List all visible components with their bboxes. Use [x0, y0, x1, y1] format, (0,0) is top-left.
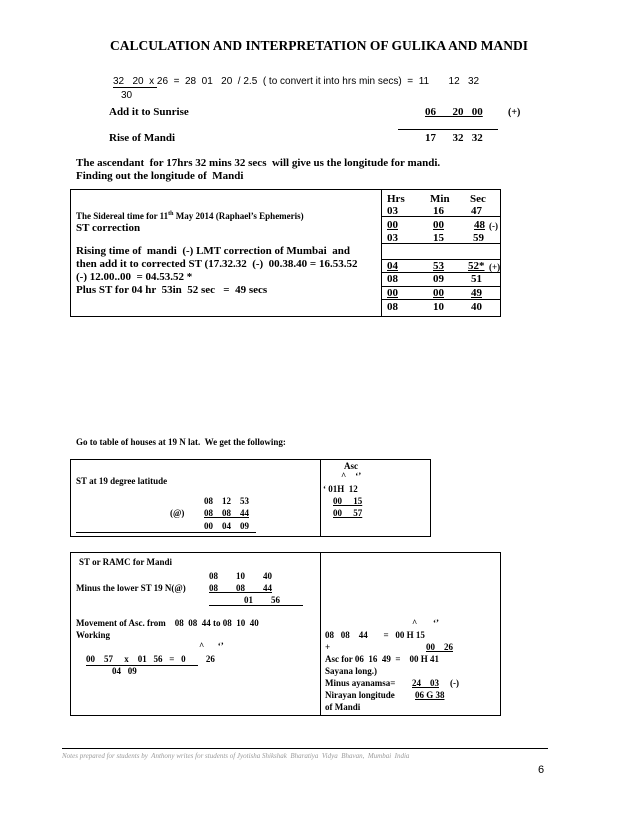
rising-line-1: Rising time of mandi (-) LMT correction of Mumbai and — [76, 245, 350, 257]
asc-symbols: ^ ‘’ — [341, 471, 362, 481]
row-4-note: (+) — [489, 262, 501, 272]
row-2-note: (-) — [489, 221, 498, 231]
ramc-minus-value: 08 08 44 — [209, 583, 272, 593]
row-7-h: 08 — [387, 301, 398, 313]
intro-line-2: Finding out the longitude of Mandi — [76, 170, 244, 182]
col-header-sec: Sec — [470, 193, 486, 205]
row-4-m: 53 — [433, 260, 444, 272]
working-calc-underline — [86, 665, 198, 666]
page-number: 6 — [538, 764, 545, 776]
working-label: Working — [76, 630, 111, 640]
ramc-row-1: 08 10 40 — [209, 571, 272, 581]
row-2-h: 00 — [387, 219, 398, 231]
row-4-h: 04 — [387, 260, 398, 272]
row-2-m: 00 — [433, 219, 444, 231]
nirayan-label: Nirayan longitude — [325, 690, 395, 700]
row-6-h: 00 — [387, 287, 398, 299]
ramc-title: ST or RAMC for Mandi — [79, 557, 173, 567]
rising-line-3: (-) 12.00..00 = 04.53.52 * — [76, 271, 193, 283]
row-6-s: 49 — [471, 287, 482, 299]
sayana-line-2: Sayana long.) — [325, 666, 378, 676]
nirayan-of: of Mandi — [325, 702, 361, 712]
sidereal-time-label: The Sidereal time for 11th May 2014 (Raphael’s Ephemeris) — [76, 211, 304, 221]
asc-move-line-2: 00 26 — [426, 642, 453, 652]
sayana-line-1: Asc for 06 16 49 = 00 H 41 — [325, 654, 439, 664]
row-4-s: 52* — [468, 260, 485, 272]
st-19-row-2: 08 08 44 — [204, 508, 249, 518]
asc-move-symbols: ^ ‘’ — [412, 618, 439, 628]
working-calc: 00 57 x 01 56 = 0 26 — [86, 654, 215, 664]
row-5-m: 09 — [433, 273, 444, 285]
st-correction-label: ST correction — [76, 222, 141, 234]
intro-line-1: The ascendant for 17hrs 32 mins 32 secs will give us the longitude for mandi. — [76, 157, 441, 169]
row-7-m: 10 — [433, 301, 444, 313]
row-1-s: 47 — [471, 205, 482, 217]
ayanamsa-label: Minus ayanamsa= — [325, 678, 396, 688]
rise-mandi-overline — [398, 129, 498, 130]
asc-header: Asc — [344, 461, 358, 471]
add-sunrise-value: 06 20 00 — [425, 106, 483, 118]
calc-line-1b: 30 — [121, 90, 133, 101]
calc-line-1: 32 20 x 26 = 28 01 20 / 2.5 ( to convert it into hrs min secs) = 11 12 32 — [113, 76, 480, 87]
row-7-s: 40 — [471, 301, 482, 313]
footer-note: Notes prepared for students by Anthony writes for students of Jyotisha Shikshak Bharatiya Vidya Bhavan, Mumbai India — [62, 752, 410, 760]
rise-mandi-label: Rise of Mandi — [109, 132, 175, 144]
working-calc-2: 04 09 — [112, 666, 137, 676]
houses-note: Go to table of houses at 19 N lat. We get the following: — [76, 437, 286, 447]
ayanamsa-sign: (-) — [450, 678, 459, 688]
row-3-h: 03 — [387, 232, 398, 244]
ramc-diff: 01 56 — [244, 595, 280, 605]
row-2-s: 48 — [474, 219, 485, 231]
col-header-hrs: Hrs — [387, 193, 405, 205]
st-19-row-3: 00 04 09 — [204, 521, 249, 531]
asc-value-2: 00 15 — [333, 496, 363, 506]
working-symbols: ^ ‘’ — [199, 641, 224, 651]
movement-line: Movement of Asc. from 08 08 44 to 08 10 40 — [76, 618, 259, 628]
st-19-label: ST at 19 degree latitude — [76, 476, 168, 486]
houses-table — [70, 459, 431, 537]
st-19-row-2-prefix: (@) — [170, 508, 185, 518]
asc-move-line-1: 08 08 44 = 00 H 15 — [325, 630, 425, 640]
row-3-s: 59 — [473, 232, 484, 244]
ayanamsa-value: 24 03 — [412, 678, 439, 688]
sidereal-table-divider — [381, 189, 382, 316]
ramc-minus-label: Minus the lower ST 19 N(@) — [76, 583, 186, 593]
st-19-underline — [76, 532, 256, 533]
page-title: CALCULATION AND INTERPRETATION OF GULIKA AND MANDI — [109, 38, 529, 53]
asc-value-1: ‘ 01H 12 — [323, 484, 358, 494]
row-5-h: 08 — [387, 273, 398, 285]
st-19-row-1: 08 12 53 — [204, 496, 249, 506]
asc-value-3: 00 57 — [333, 508, 363, 518]
nirayan-value: 06 G 38 — [415, 690, 445, 700]
houses-table-divider — [320, 459, 321, 536]
add-sunrise-label: Add it to Sunrise — [109, 106, 189, 118]
row-1-h: 03 — [387, 205, 398, 217]
row-3-m: 15 — [433, 232, 444, 244]
footer-rule — [62, 748, 548, 749]
rise-mandi-value: 17 32 32 — [425, 132, 483, 144]
calc-underline — [113, 87, 157, 88]
rising-line-2: then add it to corrected ST (17.32.32 (-) 00.38.40 = 16.53.52 — [76, 258, 358, 270]
row-1-m: 16 — [433, 205, 444, 217]
asc-move-plus: + — [325, 642, 331, 652]
ramc-table-divider — [320, 552, 321, 715]
row-5-s: 51 — [471, 273, 482, 285]
add-sunrise-sign: (+) — [508, 107, 521, 118]
row-6-m: 00 — [433, 287, 444, 299]
plus-st-line: Plus ST for 04 hr 53in 52 sec = 49 secs — [76, 284, 268, 296]
col-header-min: Min — [430, 193, 450, 205]
